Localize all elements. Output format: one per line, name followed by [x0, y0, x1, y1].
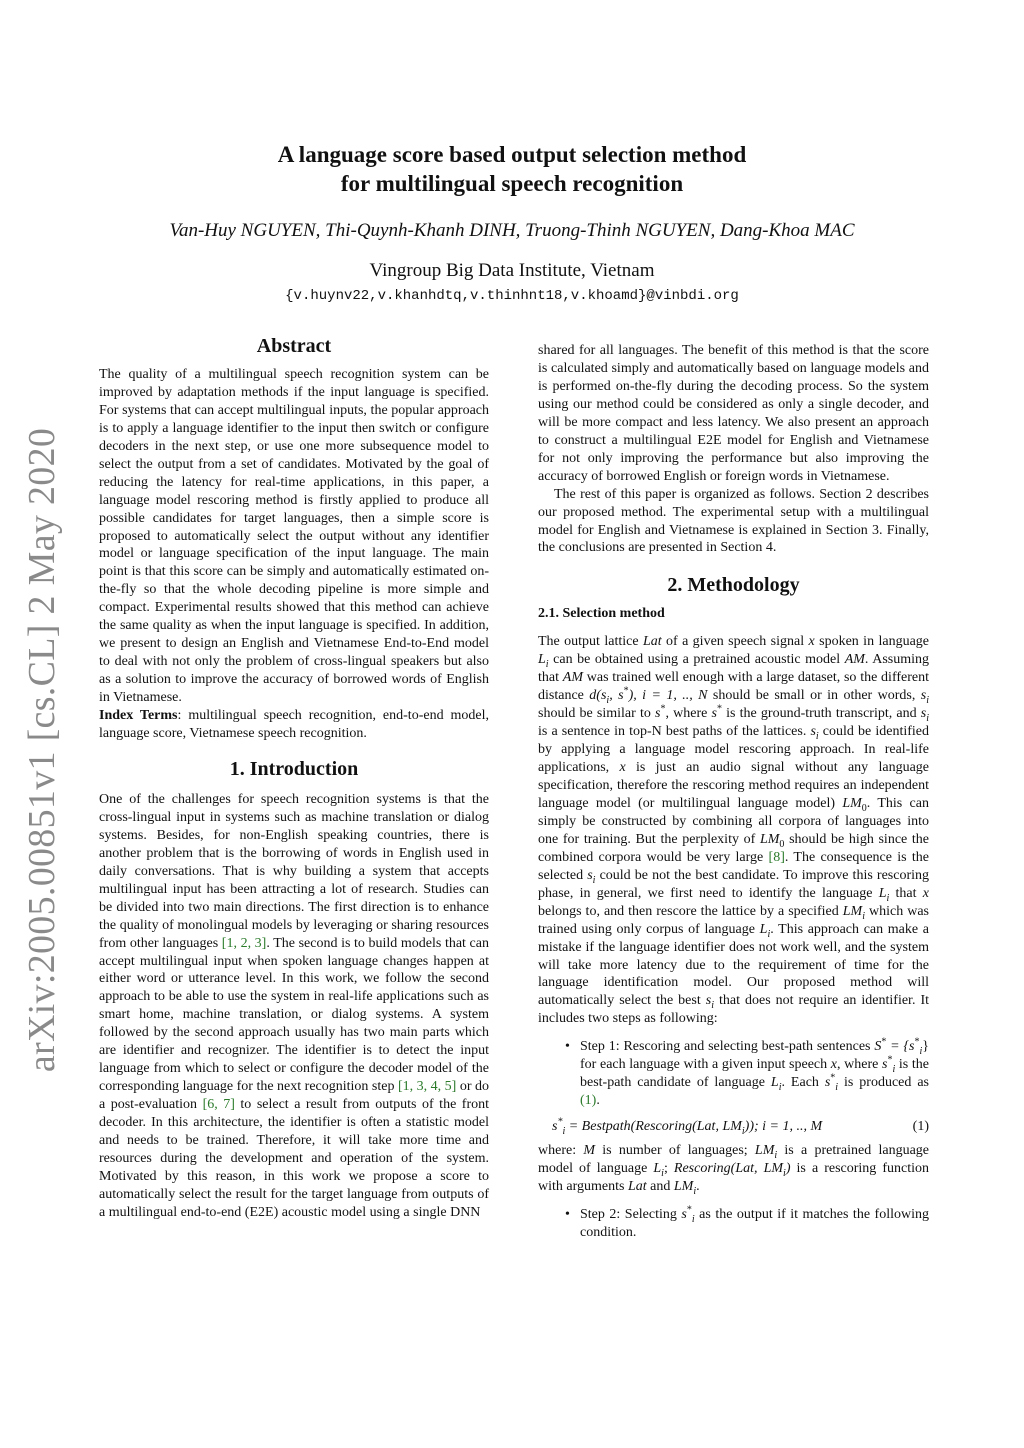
selection-method-heading: 2.1. Selection method — [538, 606, 665, 622]
step-1: • Step 1: Rescoring and selecting best-path sentences $S^* = \{s^*_i\}$ for each language with a given input speech x, where $s^*_i$ is the best-path candidate of language $L_i$. Each $s^*_i$ is produced as (1). — [580, 1038, 929, 1110]
steps-list — [538, 1038, 929, 1110]
introduction-heading: 1. Introduction — [229, 757, 359, 780]
author-list: Van-Huy NGUYEN, Thi-Quynh-Khanh DINH, Truong-Thinh NGUYEN, Dang-Khoa MAC — [169, 220, 855, 241]
citation-link[interactable]: [1, 2, 3] — [221, 935, 267, 951]
arxiv-identifier: arXiv:2005.00851v1 [cs.CL] 2 May 2020 — [21, 427, 63, 1073]
methodology-heading: 2. Methodology — [667, 574, 800, 597]
method-paragraph: The output lattice Lat of a given speech signal x spoken in language $L_i$ can be obtained using a pretrained acoustic model AM. Assuming that AM was trained well enough with a large dataset, so the different distance $d(s_i$, s*), i = 1, .., N should be small or in other words, $s_i$ should be similar to s*, where s* is the ground-truth transcript, and $s_i$ is a sentence in top-N best paths of the lattices. $s_i$ could be identified by applying a language model rescoring approach. In real-life applications, x is just an audio signal without any language specification, therefore the rescoring method requires an independent language model (or multilingual language model) $LM_0$. This can simply be constructed by combining all corpora of languages into one for training. But the perplexity of $LM_0$ should be high since the combined corpora would be very large [8]. The consequence is the selected $s_i$ could be not the best candidate. To improve this rescoring phase, in general, we first need to identify the language $L_i$ that x belongs to, and then rescore the lattice by a specified $LM_i$ which was trained using only corpus of language $L_i$. This approach can make a mistake if the language identifier does not work well, and the system will take more latency due to the requirement of time for the language identification model. Our proposed method will automatically select the best $s_i$ that does not require an identifier. It includes two steps as following: — [538, 634, 930, 1027]
intro-text: One of the challenges for speech recognition systems is that the cross-lingual input in systems such as machine translation or dialog systems. Besides, for non-English speaking countries, there is another problem that is the borrowing of words in English used in daily conversations. That is why building a system that accepts multilingual input has been attracting a lot of research. Studies can be divided into two main directions. The first direction is to enhance the quality of monolingual models by leveraging or sharing resources from other languages — [99, 791, 489, 951]
equation-reference-link[interactable]: (1) — [580, 1093, 597, 1109]
index-terms-text: : multilingual speech recognition, end-to-end model, language score, Vietnamese speech recognition. — [99, 708, 489, 742]
right-column — [538, 342, 929, 1242]
citation-link[interactable]: [1, 3, 4, 5] — [397, 1079, 457, 1095]
abstract-heading: Abstract — [256, 335, 332, 357]
intro-continuation: shared for all languages. The benefit of this method is that the score is calculated simply and automatically based on language models and is performed on-the-fly during the decoding process. So the system using our method could be considered as only a single decoder, and will be more compact and less latency. We also present an approach to construct a multilingual E2E model for English and Vietnamese for not only improving the performance but also improving the accuracy of borrowed English or foreign words in Vietnamese. — [538, 343, 929, 484]
steps-list-2 — [538, 1206, 929, 1242]
equation-explanation: where: M is number of languages; $LM_i$ is a pretrained language model of language $L_i$; Rescoring(Lat, $LM_i$) is a rescoring function with arguments Lat and $LM_i$. — [538, 1143, 930, 1197]
paper-organization: The rest of this paper is organized as follows. Section 2 describes our proposed method. The experimental setup with a multilingual model for English and Vietnamese is explained in Section 3. Finally, the conclusions are presented in Section 4. — [538, 486, 929, 556]
arxiv-sidebar — [12, 427, 72, 1073]
affiliation: Vingroup Big Data Institute, Vietnam — [369, 260, 655, 281]
index-terms-label: Index Terms — [99, 708, 178, 724]
citation-link[interactable]: [6, 7] — [202, 1097, 235, 1113]
author-emails: {v.huynv22,v.khanhdtq,v.thinhnt18,v.khoamd}@vinbdi.org — [285, 288, 739, 304]
left-column — [99, 335, 490, 1222]
index-terms — [99, 707, 489, 743]
equation-1 — [538, 1118, 929, 1136]
intro-text: to select a result from outputs of the front decoder. In this architecture, the identifier is often a statistic model and needs to be trained. Therefore, it will take more time and resources during the development and operation of the system. Motivated by this reason, in this work we propose a score to automatically select the result for the target language from outputs of a multilingual end-to-end (E2E) acoustic model using a single DNN — [99, 1097, 490, 1220]
abstract-body: The quality of a multilingual speech recognition system can be improved by adaptation methods if the input language is specified. For systems that can accept multilingual inputs, the popular approach is to apply a language identifier to the input then switch or configure decoders in the next step, or use one more subsequence model to select the output from a set of candidates. Motivated by the goal of reducing the latency for real-time applications, in this paper, a language model rescoring method is firstly applied to produce all possible candidates for target languages, then a simple score is proposed to automatically select the output without any identifier model or language specification of the input language. The main point is that this score can be simply and automatically estimated on-the-fly so that the whole decoding pipeline is more simple and compact. Experimental results showed that this method can achieve the same quality as when the input language is specified. In addition, we present to design an English and Vietnamese End-to-End model to deal with not only the problem of cross-lingual speakers but also as a solution to improve the accuracy of borrowed words of English in Vietnamese. — [99, 366, 489, 706]
paper-title — [0, 140, 1024, 198]
step-2: • Step 2: Selecting $s^*_i$ as the output if it matches the following condition. — [580, 1206, 929, 1242]
title-line-2: for multilingual speech recognition — [340, 171, 684, 196]
intro-text: . The second is to build models that can accept multilingual input when spoken language changes happen at either word or utterance level. In this work, we follow the second approach to be able to use the system in real-life applications such as smart home, machine translation, or dialog systems. A system followed by the second approach usually has two main parts which are identifier and recognizer. The identifier is to detect the input language from which to select or configure the decoder model of the corresponding language for the next recognition step — [99, 935, 489, 1095]
intro-text: or do a post-evaluation — [99, 1079, 489, 1113]
equation-number: (1) — [912, 1119, 929, 1135]
introduction-paragraph — [99, 791, 489, 1222]
citation-link[interactable]: [8] — [768, 849, 785, 865]
equation-expression: $s^*_i$ = Bestpath(Rescoring(Lat, $LM_i$)); i = 1, .., M — [552, 1116, 823, 1137]
title-line-1: A language score based output selection method — [277, 142, 747, 167]
